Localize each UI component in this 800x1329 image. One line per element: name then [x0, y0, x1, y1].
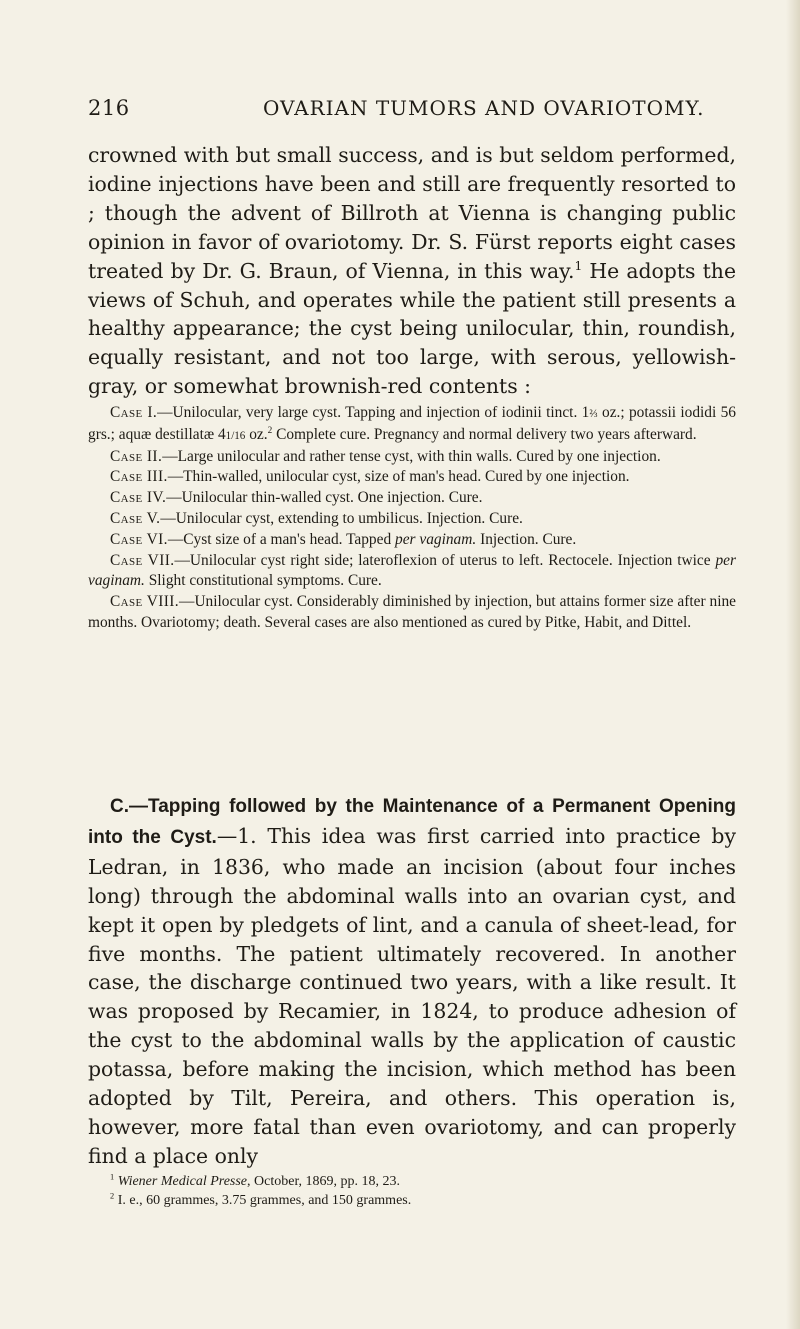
case-label: Case V.: [110, 509, 161, 527]
case-label: Case III.: [110, 468, 168, 486]
case-2: [88, 447, 736, 468]
case-label: Case II.: [110, 447, 163, 465]
footnotes: [88, 1173, 736, 1210]
case-1-text-c: oz.: [245, 425, 268, 443]
page-edge-shadow: [786, 0, 800, 1329]
case-6-italic: per vaginam.: [395, 530, 477, 548]
case-5-text: —Unilocular cyst, extending to umbilicus. Injection. Cure.: [160, 509, 523, 527]
case-4-text: —Unilocular thin-walled cyst. One injection. Cure.: [166, 489, 483, 507]
case-6: [88, 530, 736, 551]
case-label: Case VIII.: [110, 593, 180, 611]
case-7-italic: per vaginam.: [88, 551, 736, 590]
paragraph-2-text: —1. This idea was first carried into practice by Ledran, in 1836, who made an incision (about four inches long) through the abdominal walls into an ovarian cyst, and kept it open by pledgets of lint, and a canula of sheet-lead, for five months. The patient ultimately recovered. In another case, the discharge continued two years, with a like result. It was proposed by Recamier, in 1824, to produce adhesion of the cyst to the abdominal walls by the application of caustic potassa, before making the incision, which method has been adopted by Tilt, Pereira, and others. This operation is, however, more fatal than even ovariotomy, and can properly find a place only: [88, 823, 736, 1168]
page-number: 216: [88, 96, 130, 120]
section-heading: C.—Tapping followed by the Maintenance of a Permanent Opening into the Cyst.: [88, 796, 736, 848]
case-3-text: —Thin-walled, unilocular cyst, size of man's head. Cured by one injection.: [167, 468, 630, 486]
case-1-fraction-a: ⅔: [589, 408, 598, 420]
case-6-text-b: Injection. Cure.: [476, 530, 577, 548]
case-7-text-b: Slight constitutional symptoms. Cure.: [144, 572, 382, 590]
case-1-text-d: Complete cure. Pregnancy and normal delivery two years afterward.: [272, 425, 697, 443]
paragraph-2: [88, 791, 736, 1171]
footnote-2-text: I. e., 60 grammes, 3.75 grammes, and 150 grammes.: [117, 1192, 412, 1208]
case-3: [88, 467, 736, 488]
case-list: [88, 403, 736, 634]
case-label: Case IV.: [110, 489, 167, 507]
running-title: OVARIAN TUMORS AND OVARIOTOMY.: [263, 96, 705, 120]
case-7: [88, 551, 736, 593]
case-4: [88, 488, 736, 509]
case-7-text-a: —Unilocular cyst right side; lateroflexion of uterus to left. Rectocele. Injection twice: [174, 551, 716, 569]
case-8-text: —Unilocular cyst. Considerably diminished by injection, but attains former size after nine months. Ovariotomy; death. Several cases are also mentioned as cured by Pitke, Habit, and Dittel.: [88, 593, 736, 631]
footnote-1-title: Wiener Medical Presse: [117, 1174, 248, 1189]
footnote-ref-2: 2: [267, 424, 273, 435]
paragraph-1: [88, 141, 736, 401]
case-1-text-b: oz.; potassii iodidi 56 grs.; aquæ destillatæ 4: [88, 404, 736, 443]
case-1-fraction-b: 1/16: [225, 429, 246, 442]
footnote-ref-1: 1: [574, 258, 583, 273]
case-label: Case VII.: [110, 551, 175, 569]
running-head: [88, 96, 732, 126]
paragraph-1-text-b: He adopts the views of Schuh, and operates while the patient still presents a healthy appearance; the cyst being unilocular, thin, roundish, equally resistant, and not too large, with serous, yellowish-gray, or somewhat brownish-red contents :: [88, 258, 737, 399]
case-6-text-a: —Cyst size of a man's head. Tapped: [167, 530, 395, 548]
case-8: [88, 592, 736, 634]
footnote-2: [88, 1192, 736, 1211]
footnote-1-text: , October, 1869, pp. 18, 23.: [247, 1174, 401, 1189]
case-5: [88, 509, 736, 530]
footnote-1: [88, 1173, 736, 1192]
footnote-number: 2: [110, 1190, 115, 1200]
case-1-text-a: —Unilocular, very large cyst. Tapping and injection of iodinii tinct. 1: [157, 404, 590, 421]
case-label: Case VI.: [110, 530, 168, 548]
paragraph-1-text-a: crowned with but small success, and is but seldom performed, iodine injections have been and still are frequently resorted to ; though the advent of Billroth at Vienna is changing public opinion in favor of ovariotomy. Dr. S. Fürst reports eight cases treated by Dr. G. Braun, of Vienna, in this way.: [88, 143, 736, 283]
case-2-text: —Large unilocular and rather tense cyst, with thin walls. Cured by one injection.: [162, 447, 661, 465]
footnote-number: 1: [110, 1172, 115, 1182]
case-1: [88, 403, 736, 447]
case-label: Case I.: [110, 404, 158, 421]
